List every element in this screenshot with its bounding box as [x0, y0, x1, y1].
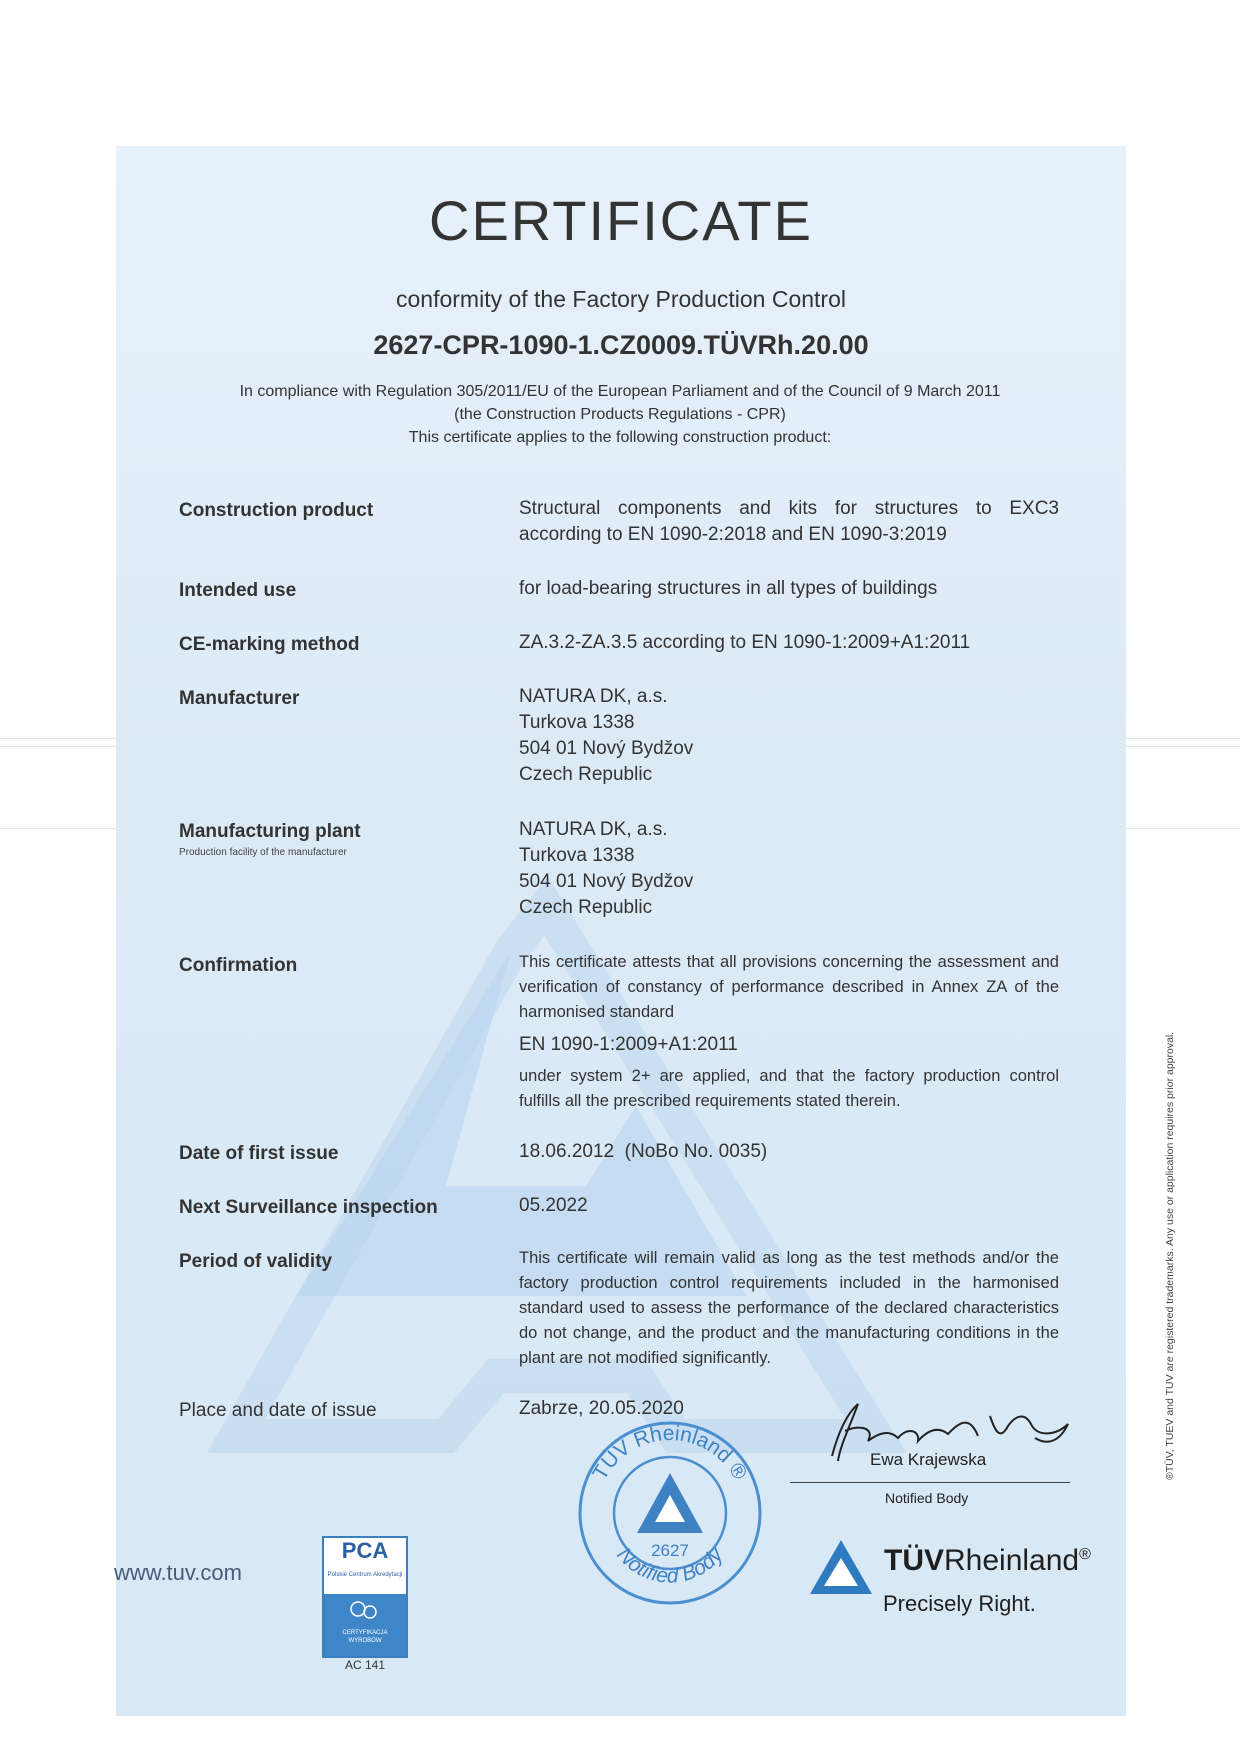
- manufacturer-label: Manufacturer: [179, 688, 300, 709]
- address-line: NATURA DK, a.s.: [519, 819, 668, 840]
- pca-code: AC 141: [344, 1658, 386, 1672]
- confirmation-label: Confirmation: [179, 955, 298, 976]
- certificate-subtitle: conformity of the Factory Production Control: [396, 286, 846, 312]
- tuv-brand-name: [884, 1544, 1091, 1578]
- manufacturer-address: [519, 684, 1059, 788]
- compliance-statement: [150, 380, 1090, 449]
- pca-lower-text: CERTYFIKACJA WYROBÓW: [342, 1630, 388, 1644]
- address-line: 504 01 Nový Bydžov: [519, 871, 694, 892]
- pca-title: PCA: [341, 1538, 389, 1563]
- address-line: 504 01 Nový Bydžov: [519, 738, 694, 759]
- pca-accreditation-badge: [322, 1536, 408, 1658]
- manufacturing-plant-sublabel: Production facility of the manufacturer: [179, 847, 347, 858]
- stamp-top-text: TÜV Rheinland ®: [588, 1421, 752, 1484]
- registered-mark: ®: [1079, 1546, 1091, 1563]
- construction-product-value: Structural components and kits for structures to EXC3 according to EN 1090-2:2018 and EN 1090-3:2019: [519, 498, 1059, 545]
- signatory-role: Notified Body: [885, 1490, 969, 1506]
- brand-bold: TÜV: [884, 1544, 944, 1577]
- brand-regular: Rheinland: [944, 1544, 1080, 1577]
- address-line: Turkova 1338: [519, 845, 635, 866]
- intended-use-label: Intended use: [179, 580, 297, 601]
- compliance-line: This certificate applies to the following construction product:: [408, 429, 832, 446]
- address-line: Czech Republic: [519, 897, 653, 918]
- validity-value: This certificate will remain valid as long as the test methods and/or the factory production control requirements included in the harmonised standard used to assess the performance of the declared characteristics do not change, and the product and the manufacturing conditions in the plant are not modified significantly.: [519, 1249, 1059, 1367]
- brand-slogan: Precisely Right.: [883, 1591, 1036, 1616]
- intended-use-value: for load-bearing structures in all types of buildings: [519, 578, 938, 599]
- notified-body-stamp: [575, 1418, 765, 1608]
- next-surveillance-label: Next Surveillance inspection: [179, 1197, 438, 1218]
- validity-label: Period of validity: [179, 1251, 333, 1272]
- pca-symbol-icon: [324, 1594, 406, 1624]
- stamp-bottom-text: Notified Body: [612, 1543, 728, 1588]
- address-line: Turkova 1338: [519, 712, 635, 733]
- address-line: Czech Republic: [519, 764, 653, 785]
- pca-subtitle: Polskie Centrum Akredytacji: [327, 1572, 403, 1578]
- stamp-number: 2627: [651, 1541, 689, 1560]
- ce-marking-value: ZA.3.2-ZA.3.5 according to EN 1090-1:2009+A1:2011: [519, 632, 971, 653]
- ce-marking-label: CE-marking method: [179, 634, 360, 655]
- tuv-triangle-logo-icon: [808, 1538, 874, 1596]
- compliance-line: In compliance with Regulation 305/2011/EU of the European Parliament and of the Council of 9 March 2011: [239, 383, 1001, 400]
- certificate-title: CERTIFICATE: [429, 189, 813, 252]
- confirmation-standard: EN 1090-1:2009+A1:2011: [519, 1034, 738, 1055]
- compliance-line: (the Construction Products Regulations - CPR): [454, 406, 786, 423]
- first-issue-label: Date of first issue: [179, 1143, 339, 1164]
- manufacturing-plant-address: [519, 817, 1059, 921]
- first-issue-value: 18.06.2012 (NoBo No. 0035): [519, 1141, 768, 1162]
- website-link[interactable]: www.tuv.com: [114, 1560, 242, 1585]
- trademark-side-note: ®TÜV, TUEV and TUV are registered trademarks. Any use or application requires prior approval.: [1164, 1031, 1176, 1480]
- place-date-label: Place and date of issue: [179, 1400, 377, 1421]
- manufacturing-plant-label: Manufacturing plant: [179, 821, 361, 842]
- certificate-number: 2627-CPR-1090-1.CZ0009.TÜVRh.20.00: [373, 330, 869, 360]
- next-surveillance-value: 05.2022: [519, 1195, 588, 1216]
- place-date-value: Zabrze, 20.05.2020: [519, 1398, 684, 1419]
- confirmation-text-2: under system 2+ are applied, and that the factory production control fulfills all the prescribed requirements stated therein.: [519, 1067, 1059, 1110]
- construction-product-label: Construction product: [179, 500, 374, 521]
- address-line: NATURA DK, a.s.: [519, 686, 668, 707]
- signature-line: [790, 1482, 1070, 1483]
- confirmation-text: This certificate attests that all provisions concerning the assessment and verification of constancy of performance described in Annex ZA of the harmonised standard: [519, 953, 1059, 1021]
- signatory-name: Ewa Krajewska: [870, 1450, 987, 1469]
